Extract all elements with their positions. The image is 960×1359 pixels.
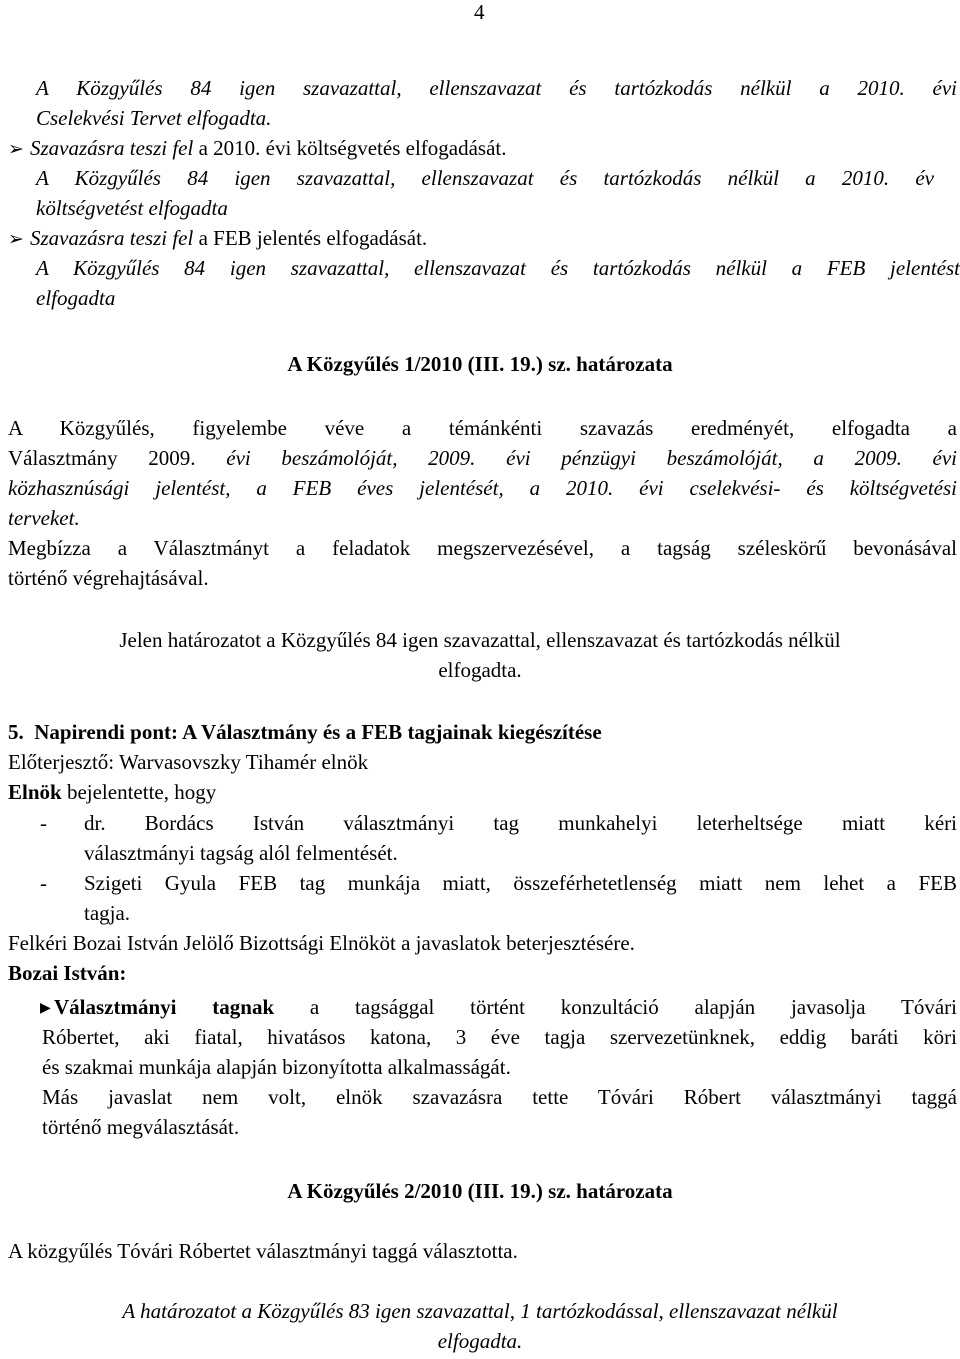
announcement-line: Elnök bejelentette, hogy — [8, 780, 217, 804]
vote-result-centered: elfogadta. — [437, 1329, 523, 1353]
vote-result-line: A Közgyűlés 84 igen szavazattal, ellenszavazat és tartózkodás nélkül a 2010. évi — [36, 76, 957, 100]
request-line: Felkéri Bozai István Jelölő Bizottsági Elnököt a javaslatok beterjesztésére. — [8, 931, 635, 955]
proposal-line: történő megválasztását. — [42, 1115, 240, 1139]
resolution-text-line: A közgyűlés Tóvári Róbertet választmányi taggá választotta. — [8, 1239, 518, 1263]
speaker-name: Bozai István: — [8, 961, 127, 985]
vote-result-centered: A határozatot a Közgyűlés 83 igen szavazattal, 1 tartózkodással, ellenszavazat nélkül — [122, 1299, 838, 1323]
motion-bullet — [8, 134, 960, 164]
vote-result-line: A Közgyűlés 84 igen szavazattal, ellenszavazat és tartózkodás nélkül a FEB jelentést — [36, 256, 960, 280]
motion-verb: Szavazásra teszi fel — [30, 226, 194, 250]
vote-result-line: elfogadta — [36, 286, 116, 310]
agenda-item-number: 5. — [8, 720, 24, 744]
vote-result-line: költségvetést elfogadta — [36, 196, 228, 220]
resolution-heading: A Közgyűlés 1/2010 (III. 19.) sz. határozata — [287, 352, 673, 376]
vote-result-centered: Jelen határozatot a Közgyűlés 84 igen szavazattal, ellenszavazat és tartózkodás nélkül — [119, 628, 841, 652]
agenda-item-title: Napirendi pont: A Választmány és a FEB tagjainak kiegészítése — [34, 720, 602, 744]
presenter-line: Előterjesztő: Warvasovszky Tihamér elnök — [8, 750, 369, 774]
vote-result-line: A Közgyűlés 84 igen szavazattal, ellenszavazat és tartózkodás nélkül a 2010. év — [36, 166, 934, 190]
resolution-heading: A Közgyűlés 2/2010 (III. 19.) sz. határozata — [287, 1179, 673, 1203]
resolution-text-line: terveket. — [8, 506, 80, 530]
motion-object: a FEB jelentés elfogadását. — [193, 226, 428, 250]
proposal-line: és szakmai munkája alapján bizonyította alkalmasságát. — [42, 1055, 511, 1079]
proposal-line: Róbertet, aki fiatal, hivatásos katona, 3 éve tagja szervezetünknek, eddig baráti köri — [42, 1025, 957, 1049]
list-item: - dr. Bordács István választmányi tag munkahelyi leterheltsége miatt kéri — [40, 811, 957, 835]
resolution-text-line: A Közgyűlés, figyelembe véve a témánkénti szavazás eredményét, elfogadta a — [8, 416, 957, 440]
agenda-item-heading — [8, 718, 960, 746]
list-item: - Szigeti Gyula FEB tag munkája miatt, összeférhetetlenség miatt nem lehet a FEB — [40, 871, 957, 895]
motion-object: a 2010. évi költségvetés elfogadását. — [193, 136, 507, 160]
resolution-text-line: Megbízza a Választmányt a feladatok megszervezésével, a tagság széleskörű bevonásával — [8, 536, 957, 560]
page-number: 4 — [474, 0, 485, 24]
proposal-line: ▶ Választmányi tagnak a tagsággal történt konzultáció alapján javasolja Tóvári — [40, 993, 957, 1023]
arrow-bullet-icon: ➢ — [8, 139, 24, 160]
motion-bullet — [8, 224, 960, 254]
triangle-bullet-icon: ▶ — [40, 1001, 51, 1016]
resolution-text-line: közhasznúsági jelentést, a FEB éves jelentését, a 2010. évi cselekvési- és költségvetési — [8, 476, 957, 500]
resolution-text-line: történő végrehajtásával. — [8, 566, 209, 590]
vote-result-centered: elfogadta. — [438, 658, 522, 682]
list-item-continuation: tagja. — [84, 901, 131, 925]
list-item-continuation: választmányi tagság alól felmentését. — [84, 841, 398, 865]
resolution-text-line: Választmány 2009. évi beszámolóját, 2009. évi pénzügyi beszámolóját, a 2009. évi — [8, 446, 957, 470]
motion-verb: Szavazásra teszi fel — [30, 136, 194, 160]
vote-result-line: Cselekvési Tervet elfogadta. — [36, 106, 272, 130]
arrow-bullet-icon: ➢ — [8, 229, 24, 250]
proposal-line: Más javaslat nem volt, elnök szavazásra tette Tóvári Róbert választmányi taggá — [42, 1085, 957, 1109]
